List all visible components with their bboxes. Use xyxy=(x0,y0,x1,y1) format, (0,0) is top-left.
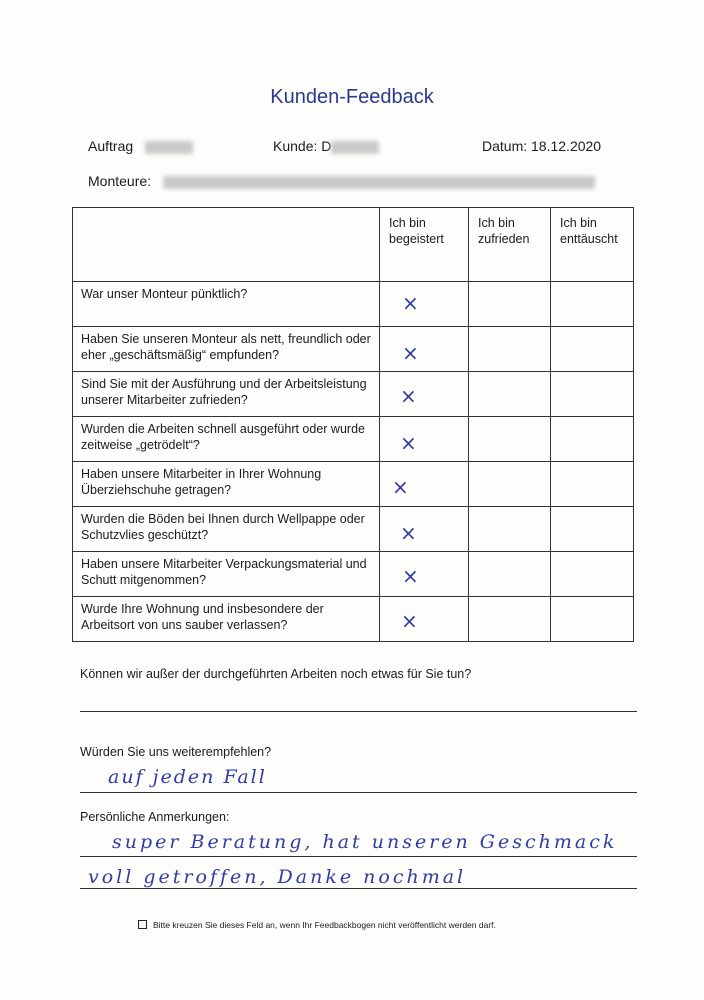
checkbox-cell-zufrieden[interactable] xyxy=(469,417,551,462)
table-header-row xyxy=(73,208,634,282)
table-row xyxy=(73,597,634,642)
question-text: Wurden die Böden bei Ihnen durch Wellpappe oder Schutzvlies geschützt? xyxy=(73,507,380,552)
checkbox-cell-zufrieden[interactable] xyxy=(469,462,551,507)
handwritten-cross-mark: × xyxy=(392,475,409,499)
publication-opt-out xyxy=(138,920,496,930)
question-text: War unser Monteur pünktlich? xyxy=(73,282,380,327)
handwritten-cross-mark: × xyxy=(402,291,419,315)
answer-line xyxy=(80,888,637,889)
order-field xyxy=(88,138,193,154)
checkbox-cell-zufrieden[interactable] xyxy=(469,597,551,642)
date-field: Datum: 18.12.2020 xyxy=(482,138,602,154)
customer-label: Kunde: D xyxy=(273,138,332,154)
handwritten-cross-mark: × xyxy=(401,609,418,633)
checkbox-cell-enttaeuscht[interactable] xyxy=(551,282,634,327)
answer-line xyxy=(80,711,637,712)
extra-services-question: Können wir außer der durchgeführten Arbeiten noch etwas für Sie tun? xyxy=(80,667,472,681)
order-label: Auftrag xyxy=(88,138,134,154)
question-text: Haben unsere Mitarbeiter in Ihrer Wohnung Überziehschuhe getragen? xyxy=(73,462,380,507)
checkbox-cell-zufrieden[interactable] xyxy=(469,327,551,372)
page-title: Kunden-Feedback xyxy=(270,86,434,108)
table-row xyxy=(73,507,634,552)
table-row xyxy=(73,282,634,327)
table-row xyxy=(73,372,634,417)
checkbox-cell-begeistert[interactable] xyxy=(380,372,469,417)
checkbox-cell-enttaeuscht[interactable] xyxy=(551,597,634,642)
checkbox-cell-begeistert[interactable] xyxy=(380,417,469,462)
question-text: Haben unsere Mitarbeiter Verpackungsmaterial und Schutt mitgenommen? xyxy=(73,552,380,597)
remarks-answer-line-1[interactable]: super Beratung, hat unseren Geschmack xyxy=(112,831,618,853)
opt-out-checkbox[interactable] xyxy=(138,920,147,929)
table-row xyxy=(73,462,634,507)
installers-field xyxy=(88,173,595,189)
redacted-installers xyxy=(163,176,595,189)
remarks-label: Persönliche Anmerkungen: xyxy=(80,810,230,824)
answer-line xyxy=(80,792,637,793)
checkbox-cell-enttaeuscht[interactable] xyxy=(551,462,634,507)
checkbox-cell-begeistert[interactable] xyxy=(380,507,469,552)
handwritten-cross-mark: × xyxy=(400,521,417,545)
col-header-begeistert: Ich bin begeistert xyxy=(380,208,469,282)
checkbox-cell-enttaeuscht[interactable] xyxy=(551,417,634,462)
checkbox-cell-enttaeuscht[interactable] xyxy=(551,507,634,552)
opt-out-label: Bitte kreuzen Sie dieses Feld an, wenn Ihr Feedbackbogen nicht veröffentlicht werden darf. xyxy=(153,920,496,930)
checkbox-cell-begeistert[interactable] xyxy=(380,462,469,507)
installers-label: Monteure: xyxy=(88,173,152,189)
handwritten-cross-mark: × xyxy=(400,384,417,408)
question-text: Haben Sie unseren Monteur als nett, freundlich oder eher „geschäftsmäßig“ empfunden? xyxy=(73,327,380,372)
question-text: Wurde Ihre Wohnung und insbesondere der Arbeitsort von uns sauber verlassen? xyxy=(73,597,380,642)
checkbox-cell-begeistert[interactable] xyxy=(380,597,469,642)
answer-line xyxy=(80,856,637,857)
checkbox-cell-begeistert[interactable] xyxy=(380,552,469,597)
question-header xyxy=(73,208,380,282)
feedback-table xyxy=(72,207,634,642)
recommend-question: Würden Sie uns weiterempfehlen? xyxy=(80,745,272,759)
checkbox-cell-begeistert[interactable] xyxy=(380,282,469,327)
question-text: Wurden die Arbeiten schnell ausgeführt oder wurde zeitweise „getrödelt“? xyxy=(73,417,380,462)
table-row xyxy=(73,552,634,597)
checkbox-cell-begeistert[interactable] xyxy=(380,327,469,372)
checkbox-cell-zufrieden[interactable] xyxy=(469,507,551,552)
checkbox-cell-zufrieden[interactable] xyxy=(469,372,551,417)
checkbox-cell-zufrieden[interactable] xyxy=(469,552,551,597)
col-header-zufrieden: Ich bin zufrieden xyxy=(469,208,551,282)
handwritten-cross-mark: × xyxy=(402,341,419,365)
redacted-order-number xyxy=(145,141,193,154)
checkbox-cell-enttaeuscht[interactable] xyxy=(551,552,634,597)
table-row xyxy=(73,417,634,462)
redacted-customer-name xyxy=(331,141,379,154)
customer-field xyxy=(273,138,379,154)
col-header-enttaeuscht: Ich bin enttäuscht xyxy=(551,208,634,282)
handwritten-cross-mark: × xyxy=(400,431,417,455)
question-text: Sind Sie mit der Ausführung und der Arbeitsleistung unserer Mitarbeiter zufrieden? xyxy=(73,372,380,417)
remarks-answer-line-2[interactable]: voll getroffen, Danke nochmal xyxy=(88,866,467,888)
checkbox-cell-enttaeuscht[interactable] xyxy=(551,327,634,372)
recommend-answer[interactable]: auf jeden Fall xyxy=(108,766,267,788)
checkbox-cell-enttaeuscht[interactable] xyxy=(551,372,634,417)
table-row xyxy=(73,327,634,372)
checkbox-cell-zufrieden[interactable] xyxy=(469,282,551,327)
handwritten-cross-mark: × xyxy=(402,564,419,588)
